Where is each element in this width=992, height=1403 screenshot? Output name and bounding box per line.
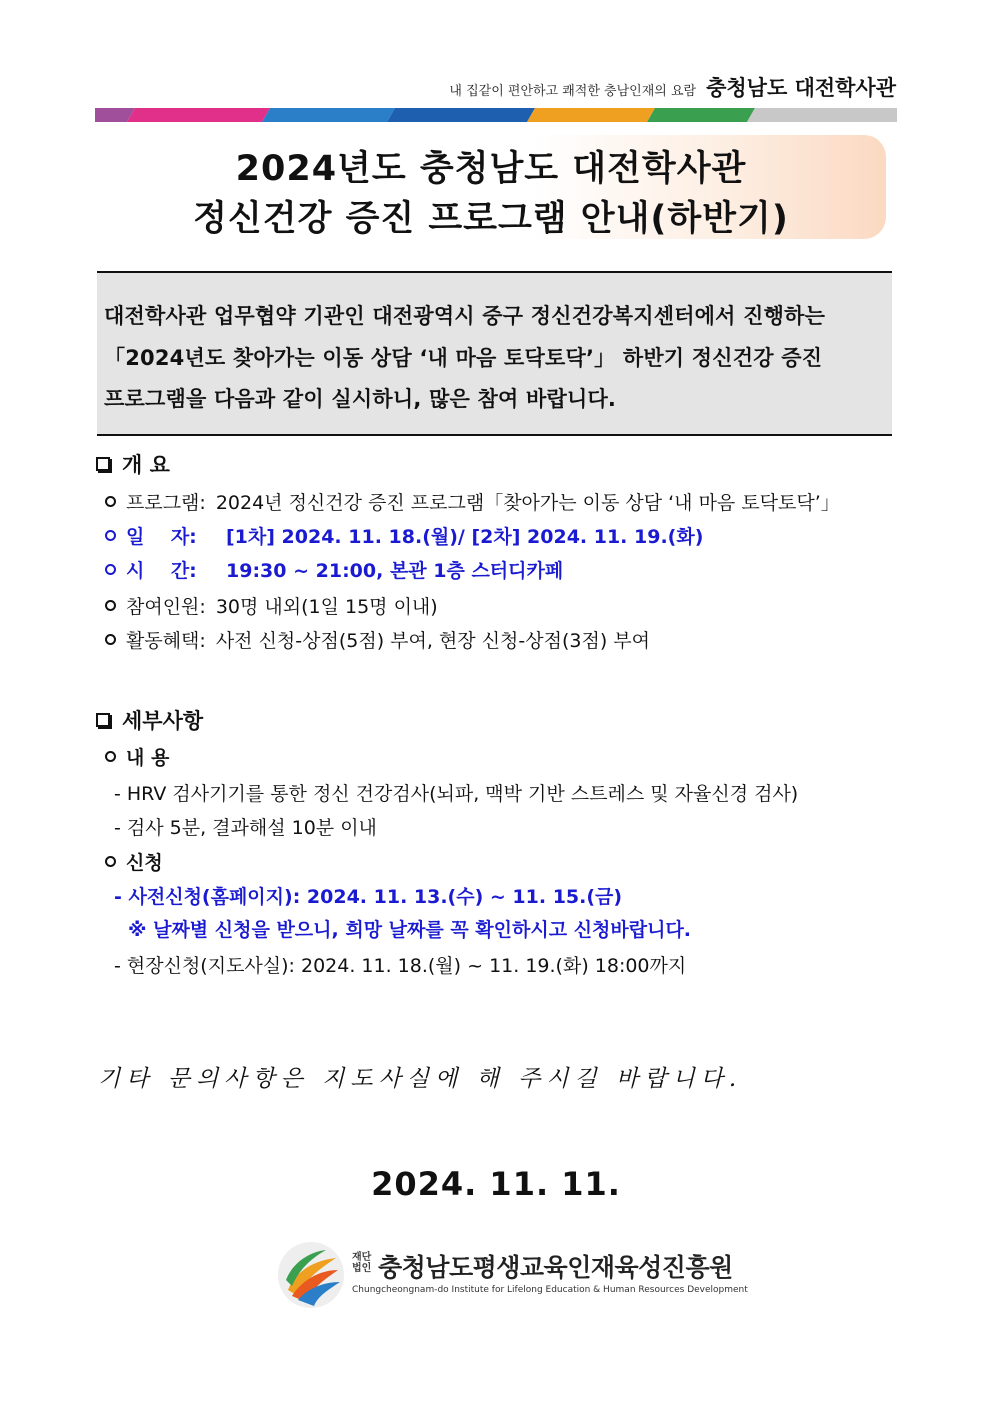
section-details-title: 세부사항 [122,709,204,733]
checkbox-square-icon [96,457,110,471]
circle-bullet-icon [105,751,116,762]
circle-bullet-icon [105,856,116,867]
notice-line-1: 대전학사관 업무협약 기관인 대전광역시 중구 정신건강복지센터에서 진행하는 [104,304,826,328]
apply-onsite-registration: - 현장신청(지도사실): 2024. 11. 18.(월) ~ 11. 19.(화) 18:00까지 [114,955,687,977]
overview-item-time [105,556,563,583]
section-details-heading [96,705,203,735]
notice-line-2: 「2024년도 찾아가는 이동 상담 ‘내 마음 토닥토닥’」 하반기 정신건강 증진 [104,346,823,370]
overview-label: 활동혜택: [126,630,206,652]
tagline-big: 충청남도 대전학사관 [706,76,896,100]
notice-line-3: 프로그램을 다음과 같이 실시하니, 많은 참여 바랍니다. [104,387,617,411]
title-line-2: 정신건강 증진 프로그램 안내(하반기) [193,199,789,239]
overview-label: 프로그램: [126,492,206,514]
overview-item-participants [105,592,438,619]
circle-bullet-icon [105,600,116,611]
document-date: 2024. 11. 11. [371,1165,621,1203]
circle-bullet-icon [105,564,116,575]
org-prefix: 재단법인 [352,1252,372,1274]
institute-logo-icon [276,1240,346,1310]
org-name: 충청남도평생교육인재육성진흥원 [378,1253,733,1282]
overview-item-benefits [105,626,650,653]
checkbox-square-icon [96,713,110,727]
org-english-name: Chungcheongnam-do Institute for Lifelong Education & Human Resources Development [352,1285,748,1295]
overview-value: 19:30 ~ 21:00, 본관 1층 스터디카페 [226,560,564,582]
overview-label: 참여인원: [126,596,206,618]
overview-value: 사전 신청-상점(5점) 부여, 현장 신청-상점(3점) 부여 [215,630,650,652]
overview-item-date [105,522,703,549]
content-line-2: - 검사 5분, 결과해설 10분 이내 [114,817,377,839]
apply-heading-label: 신청 [126,852,163,874]
content-line-1: - HRV 검사기기를 통한 정신 건강검사(뇌파, 맥박 기반 스트레스 및 자율신경 검사) [114,783,799,805]
section-overview-title: 개 요 [122,453,170,477]
overview-value: 30명 내외(1일 15명 이내) [215,596,438,618]
overview-value: 2024년 정신건강 증진 프로그램「찾아가는 이동 상담 ‘내 마음 토닥토닥’」 [215,492,840,514]
details-content-heading [105,743,169,770]
header-tagline [449,72,896,102]
content-heading-label: 내 용 [126,747,170,769]
title-line-1: 2024년도 충청남도 대전학사관 [235,149,747,189]
header-color-stripe [95,108,897,122]
section-overview-heading [96,449,170,479]
apply-pre-registration: - 사전신청(홈페이지): 2024. 11. 13.(수) ~ 11. 15.(금) [114,886,623,908]
circle-bullet-icon [105,634,116,645]
tagline-small: 내 집같이 편안하고 쾌적한 충남인재의 요람 [449,84,697,99]
apply-note: ※ 날짜별 신청을 받으니, 희망 날짜를 꼭 확인하시고 신청바랍니다. [128,919,692,941]
overview-value: [1차] 2024. 11. 18.(월)/ [2차] 2024. 11. 19.(화) [226,526,704,548]
details-apply-heading [105,848,163,875]
overview-label: 일 자: [126,526,197,548]
overview-label: 시 간: [126,560,197,582]
circle-bullet-icon [105,530,116,541]
overview-item-program [105,488,840,515]
closing-message: 기타 문의사항은 지도사실에 해 주시길 바랍니다. [98,1066,743,1092]
circle-bullet-icon [105,496,116,507]
